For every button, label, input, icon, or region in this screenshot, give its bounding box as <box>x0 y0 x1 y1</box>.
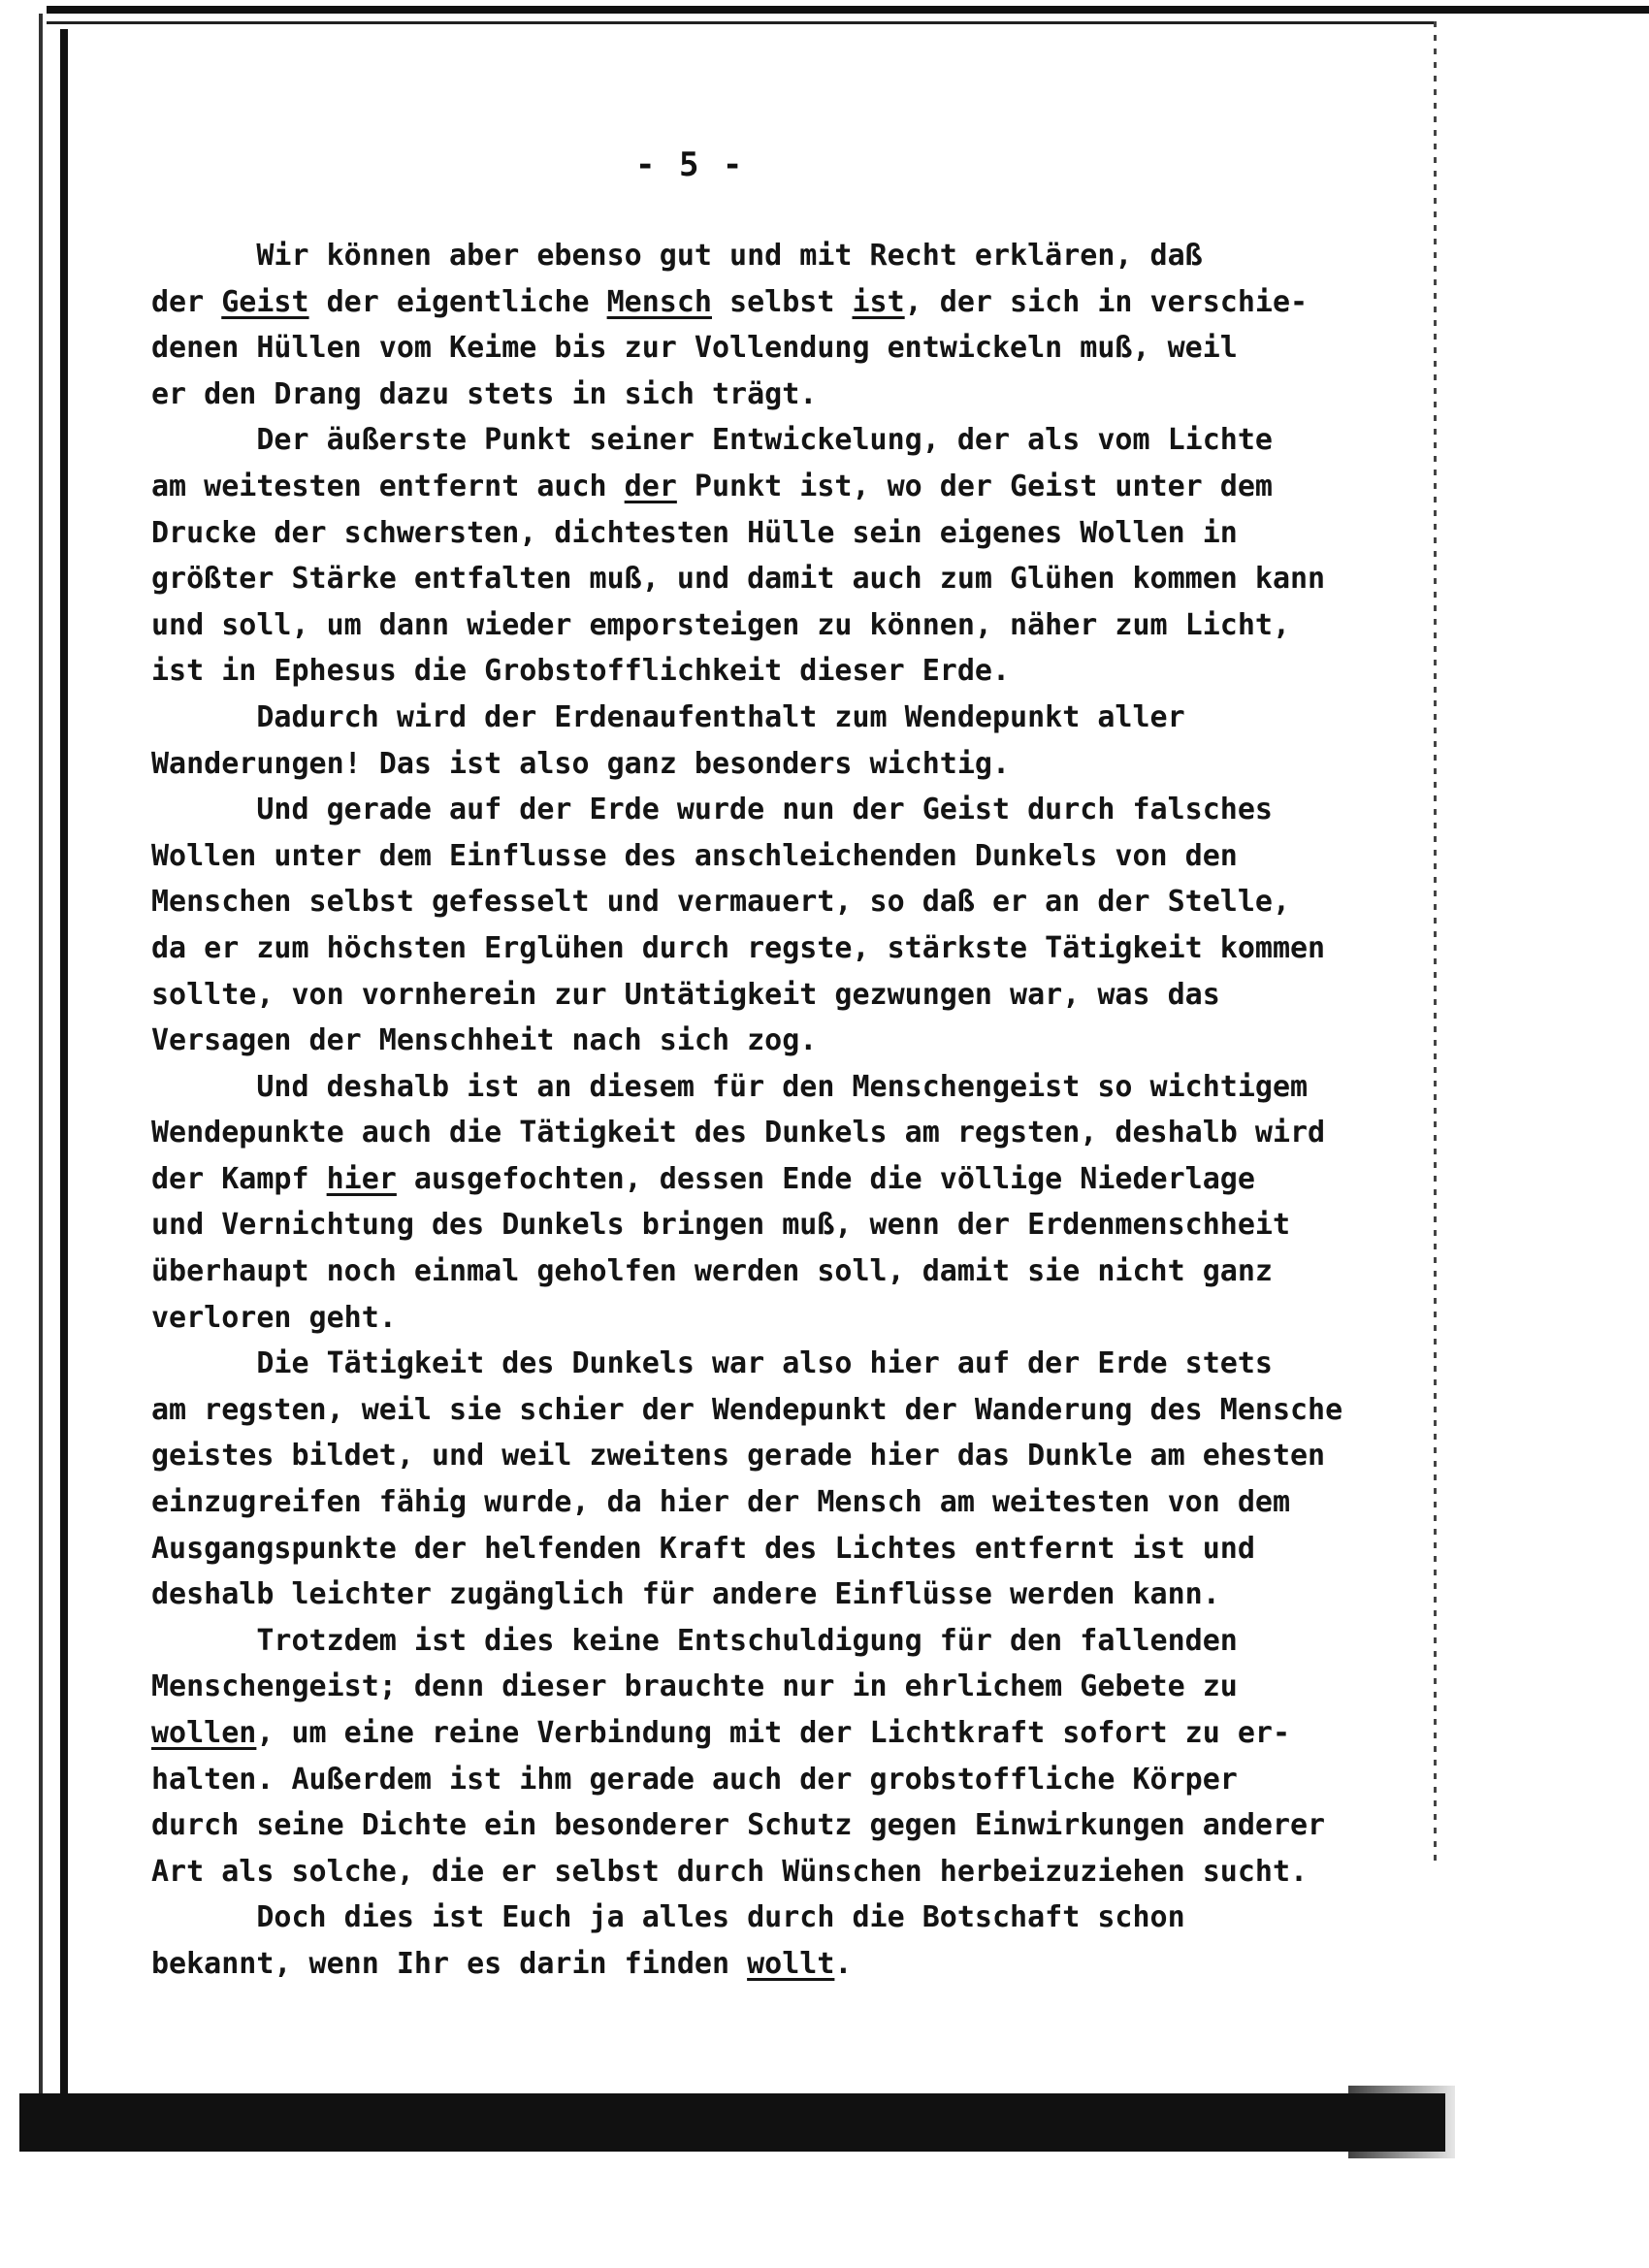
page-number: - 5 - <box>635 146 745 184</box>
underlined-word: wollen <box>151 1716 257 1750</box>
text-line <box>151 279 1441 326</box>
text-line <box>151 510 1441 557</box>
text-segment: ist in Ephesus die Grobstofflichkeit dieser Erde. <box>151 654 1011 689</box>
text-segment: Die Tätigkeit des Dunkels war also hier auf der Erde stets <box>151 1346 1273 1381</box>
text-line <box>151 1941 1441 1988</box>
text-line <box>151 879 1441 925</box>
text-segment: Wir können aber ebenso gut und mit Recht erklären, daß <box>151 239 1203 273</box>
text-segment: Ausgangspunkte der helfenden Kraft des Lichtes entfernt ist und <box>151 1531 1255 1566</box>
underlined-word: ist <box>852 284 905 319</box>
text-segment: Wanderungen! Das ist also ganz besonders wichtig. <box>151 746 1011 781</box>
text-segment: der eigentliche <box>308 284 607 319</box>
text-line <box>151 1341 1441 1387</box>
text-line <box>151 1295 1441 1342</box>
text-segment: am weitesten entfernt auch <box>151 469 625 503</box>
text-segment: am regsten, weil sie schier der Wendepunkt der Wanderung des Mensche <box>151 1392 1343 1427</box>
text-segment: da er zum höchsten Erglühen durch regste, stärkste Tätigkeit kommen <box>151 930 1326 965</box>
text-line <box>151 648 1441 695</box>
text-segment: Wollen unter dem Einflusse des anschleichenden Dunkels von den <box>151 838 1238 873</box>
text-line <box>151 1618 1441 1665</box>
text-segment: Menschen selbst gefesselt und vermauert, so daß er an der Stelle, <box>151 885 1290 920</box>
bottom-scan-band-fade <box>1348 2086 1455 2158</box>
underlined-word: wollt <box>747 1946 835 1981</box>
text-line <box>151 1571 1441 1618</box>
text-line <box>151 1433 1441 1479</box>
text-segment: denen Hüllen vom Keime bis zur Vollendung entwickeln muß, weil <box>151 331 1238 366</box>
text-segment: Wendepunkte auch die Tätigkeit des Dunkels am regsten, deshalb wird <box>151 1116 1326 1150</box>
text-line <box>151 1064 1441 1111</box>
text-segment: sollte, von vornherein zur Untätigkeit gezwungen war, was das <box>151 977 1220 1012</box>
text-line <box>151 233 1441 279</box>
text-line <box>151 1526 1441 1572</box>
text-segment: Und deshalb ist an diesem für den Menschengeist so wichtigem <box>151 1069 1309 1104</box>
text-segment: Art als solche, die er selbst durch Wünschen herbeizuziehen sucht. <box>151 1854 1309 1889</box>
text-line <box>151 925 1441 972</box>
text-segment: der Kampf <box>151 1161 327 1196</box>
text-line <box>151 372 1441 418</box>
text-line <box>151 695 1441 741</box>
underlined-word: Mensch <box>606 284 712 319</box>
text-segment: Und gerade auf der Erde wurde nun der Geist durch falsches <box>151 793 1273 827</box>
text-segment: , um eine reine Verbindung mit der Lichtkraft sofort zu er- <box>256 1716 1291 1750</box>
bottom-scan-band <box>19 2093 1445 2152</box>
underlined-word: hier <box>326 1161 397 1196</box>
text-line <box>151 1018 1441 1064</box>
text-segment: verloren geht. <box>151 1300 397 1335</box>
text-segment: halten. Außerdem ist ihm gerade auch der grobstoffliche Körper <box>151 1762 1238 1797</box>
text-line <box>151 1802 1441 1849</box>
text-line <box>151 325 1441 372</box>
text-segment: Menschengeist; denn dieser brauchte nur in ehrlichem Gebete zu <box>151 1669 1238 1704</box>
text-segment: ausgefochten, dessen Ende die völlige Niederlage <box>396 1161 1255 1196</box>
text-line <box>151 602 1441 649</box>
text-line <box>151 1202 1441 1248</box>
text-line <box>151 972 1441 1019</box>
text-line <box>151 556 1441 602</box>
text-segment: und Vernichtung des Dunkels bringen muß, wenn der Erdenmenschheit <box>151 1208 1290 1243</box>
left-border-rule <box>60 29 68 2115</box>
text-segment: einzugreifen fähig wurde, da hier der Mensch am weitesten von dem <box>151 1485 1290 1520</box>
text-segment: überhaupt noch einmal geholfen werden soll, damit sie nicht ganz <box>151 1254 1273 1289</box>
text-line <box>151 1248 1441 1295</box>
text-line <box>151 417 1441 464</box>
text-segment: selbst <box>711 284 853 319</box>
underlined-word: der <box>624 469 677 503</box>
text-segment: durch seine Dichte ein besonderer Schutz gegen Einwirkungen anderer <box>151 1808 1326 1843</box>
text-segment: , der sich in verschie- <box>904 284 1309 319</box>
top-border-rule <box>47 6 1649 14</box>
text-line <box>151 833 1441 880</box>
text-line <box>151 1156 1441 1203</box>
text-segment: und soll, um dann wieder emporsteigen zu können, näher zum Licht, <box>151 607 1290 642</box>
text-line <box>151 1110 1441 1156</box>
text-segment: Trotzdem ist dies keine Entschuldigung für den fallenden <box>151 1623 1238 1658</box>
text-segment: Punkt ist, wo der Geist unter dem <box>676 469 1273 503</box>
text-line <box>151 1849 1441 1895</box>
text-line <box>151 1664 1441 1710</box>
text-segment: der <box>151 284 222 319</box>
text-line <box>151 787 1441 833</box>
top-border-rule-thin <box>47 21 1434 24</box>
text-segment: Dadurch wird der Erdenaufenthalt zum Wendepunkt aller <box>151 699 1185 734</box>
text-line <box>151 1895 1441 1941</box>
text-line <box>151 1387 1441 1434</box>
text-line <box>151 1710 1441 1757</box>
text-segment: geistes bildet, und weil zweitens gerade hier das Dunkle am ehesten <box>151 1439 1326 1474</box>
text-segment: größter Stärke entfalten muß, und damit auch zum Glühen kommen kann <box>151 562 1326 597</box>
text-line <box>151 741 1441 788</box>
text-segment: Der äußerste Punkt seiner Entwickelung, der als vom Lichte <box>151 423 1273 458</box>
text-segment: Drucke der schwersten, dichtesten Hülle sein eigenes Wollen in <box>151 515 1238 550</box>
text-line <box>151 464 1441 510</box>
text-segment: er den Drang dazu stets in sich trägt. <box>151 376 818 411</box>
text-segment: Doch dies ist Euch ja alles durch die Botschaft schon <box>151 1900 1185 1935</box>
text-line <box>151 1757 1441 1803</box>
body-text <box>151 233 1441 1988</box>
text-segment: Versagen der Menschheit nach sich zog. <box>151 1023 818 1058</box>
text-segment: bekannt, wenn Ihr es darin finden <box>151 1946 748 1981</box>
text-segment: deshalb leichter zugänglich für andere Einflüsse werden kann. <box>151 1577 1220 1612</box>
text-segment: . <box>834 1946 853 1981</box>
left-border-rule-thin <box>39 14 43 2148</box>
text-line <box>151 1479 1441 1526</box>
underlined-word: Geist <box>221 284 309 319</box>
